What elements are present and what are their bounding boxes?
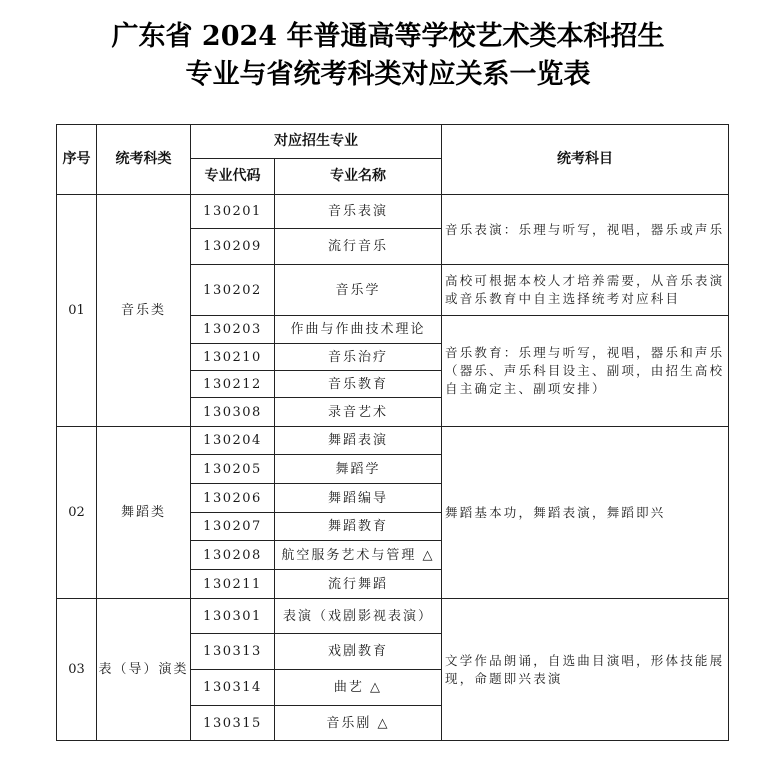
seq-cell: 02 (57, 427, 97, 599)
subjects-cell: 音乐教育：乐理与听写，视唱，器乐和声乐（器乐、声乐科目设主、副项，由招生高校自主确定主、副项安排） (442, 316, 729, 427)
category-cell: 音乐类 (97, 195, 191, 427)
major-code: 130315 (191, 706, 275, 741)
subjects-cell: 文学作品朗诵，自选曲目演唱，形体技能展现，命题即兴表演 (442, 599, 729, 741)
major-name: 音乐治疗 (275, 344, 442, 371)
header-seq: 序号 (57, 125, 97, 195)
major-code: 130204 (191, 427, 275, 455)
header-subjects: 统考科目 (442, 125, 729, 195)
major-name: 音乐学 (275, 265, 442, 316)
header-major-name: 专业名称 (275, 159, 442, 195)
major-code: 130207 (191, 513, 275, 541)
major-name: 曲艺 △ (275, 670, 442, 706)
seq-cell: 03 (57, 599, 97, 741)
major-code: 130206 (191, 484, 275, 513)
major-code: 130205 (191, 455, 275, 484)
major-name: 表演（戏剧影视表演） (275, 599, 442, 634)
table-row (57, 599, 729, 634)
major-code: 130308 (191, 398, 275, 427)
category-cell: 表（导）演类 (97, 599, 191, 741)
major-code: 130201 (191, 195, 275, 229)
major-code: 130209 (191, 229, 275, 265)
major-code: 130202 (191, 265, 275, 316)
major-code: 130208 (191, 541, 275, 570)
major-name: 戏剧教育 (275, 634, 442, 670)
major-name: 舞蹈编导 (275, 484, 442, 513)
major-name: 音乐表演 (275, 195, 442, 229)
major-name: 舞蹈表演 (275, 427, 442, 455)
header-category: 统考科类 (97, 125, 191, 195)
major-name: 流行音乐 (275, 229, 442, 265)
major-name: 音乐剧 △ (275, 706, 442, 741)
subjects-cell: 高校可根据本校人才培养需要，从音乐表演或音乐教育中自主选择统考对应科目 (442, 265, 729, 316)
major-name: 舞蹈教育 (275, 513, 442, 541)
major-code: 130314 (191, 670, 275, 706)
subjects-cell: 音乐表演：乐理与听写，视唱，器乐或声乐 (442, 195, 729, 265)
table-row (57, 195, 729, 229)
major-mapping-table (56, 124, 729, 741)
major-name: 舞蹈学 (275, 455, 442, 484)
major-code: 130210 (191, 344, 275, 371)
category-cell: 舞蹈类 (97, 427, 191, 599)
header-majors-group: 对应招生专业 (191, 125, 442, 159)
major-code: 130212 (191, 371, 275, 398)
table-row (57, 427, 729, 455)
major-code: 130301 (191, 599, 275, 634)
major-code: 130203 (191, 316, 275, 344)
major-code: 130313 (191, 634, 275, 670)
major-name: 音乐教育 (275, 371, 442, 398)
document-title-line1: 广东省 2024 年普通高等学校艺术类本科招生 (111, 21, 665, 52)
major-name: 录音艺术 (275, 398, 442, 427)
document-title-line2: 专业与省统考科类对应关系一览表 (185, 59, 591, 90)
major-code: 130211 (191, 570, 275, 599)
seq-cell: 01 (57, 195, 97, 427)
major-name: 作曲与作曲技术理论 (275, 316, 442, 344)
major-name: 航空服务艺术与管理 △ (275, 541, 442, 570)
subjects-cell: 舞蹈基本功，舞蹈表演，舞蹈即兴 (442, 427, 729, 599)
major-name: 流行舞蹈 (275, 570, 442, 599)
header-major-code: 专业代码 (191, 159, 275, 195)
